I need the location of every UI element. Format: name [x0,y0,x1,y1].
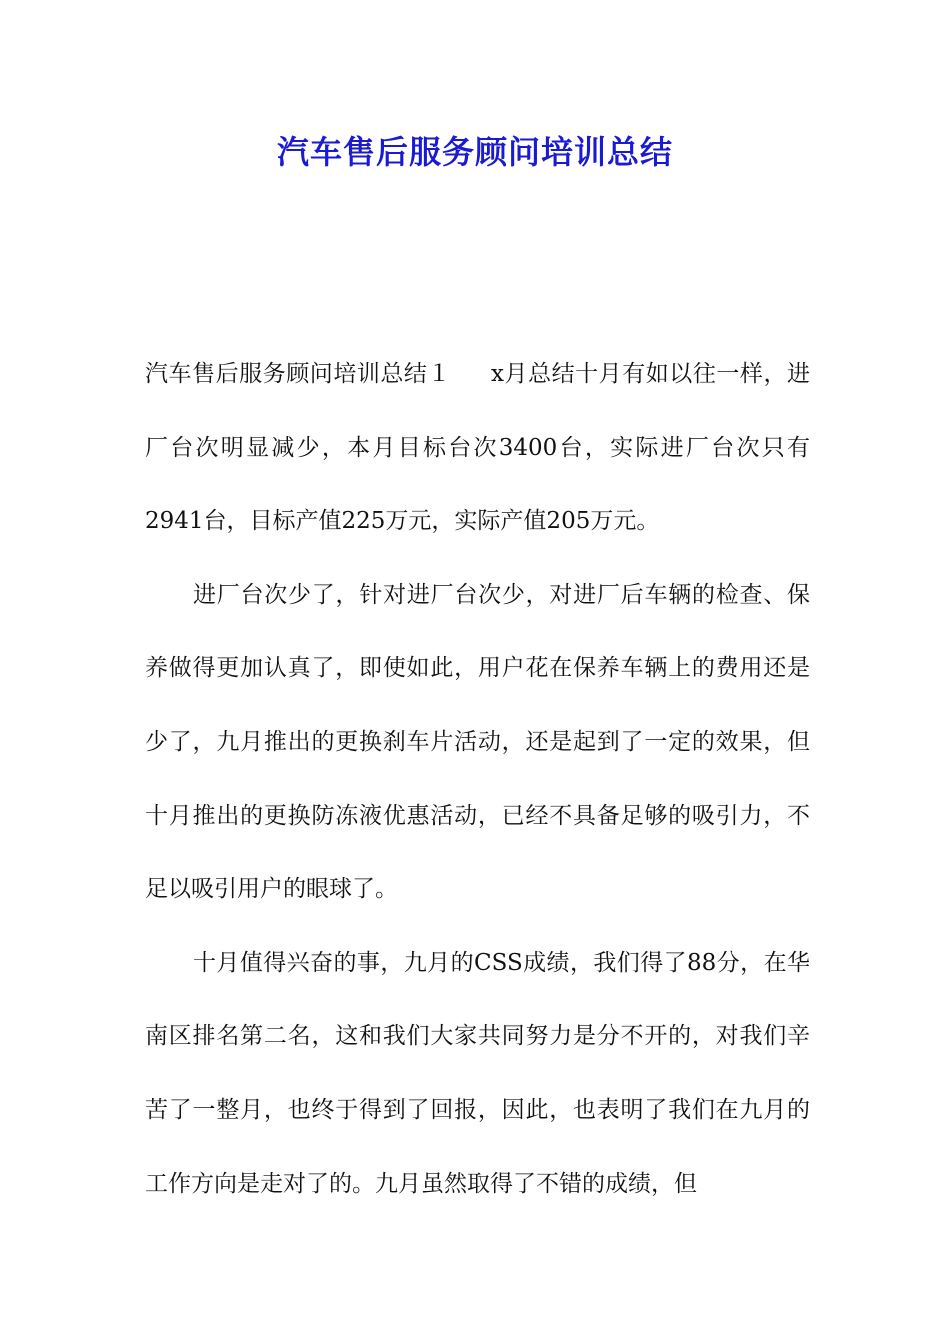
document-title: 汽车售后服务顾问培训总结 [276,133,673,171]
document-body [145,338,810,1221]
paragraph-1-lead: 汽车售后服务顾问培训总结１ [145,361,452,387]
paragraph-1 [145,338,810,559]
paragraph-3: 十月值得兴奋的事，九月的CSS成绩，我们得了88分，在华南区排名第二名，这和我们大家共同努力是分不开的，对我们辛苦了一整月，也终于得到了回报，因此，也表明了我们在九月的工作方向是走对了的。九月虽然取得了不错的成绩，但 [145,949,810,1197]
paragraph-2: 进厂台次少了，针对进厂台次少，对进厂后车辆的检查、保养做得更加认真了，即使如此，用户花在保养车辆上的费用还是少了，九月推出的更换刹车片活动，还是起到了一定的效果，但十月推出的更换防冻液优惠活动，已经不具备足够的吸引力，不足以吸引用户的眼球了。 [145,581,810,903]
paragraph-1-text: x月总结十月有如以往一样，进厂台次明显减少，本月目标台次3400台，实际进厂台次只有2941台，目标产值225万元，实际产值205万元。 [145,361,810,535]
